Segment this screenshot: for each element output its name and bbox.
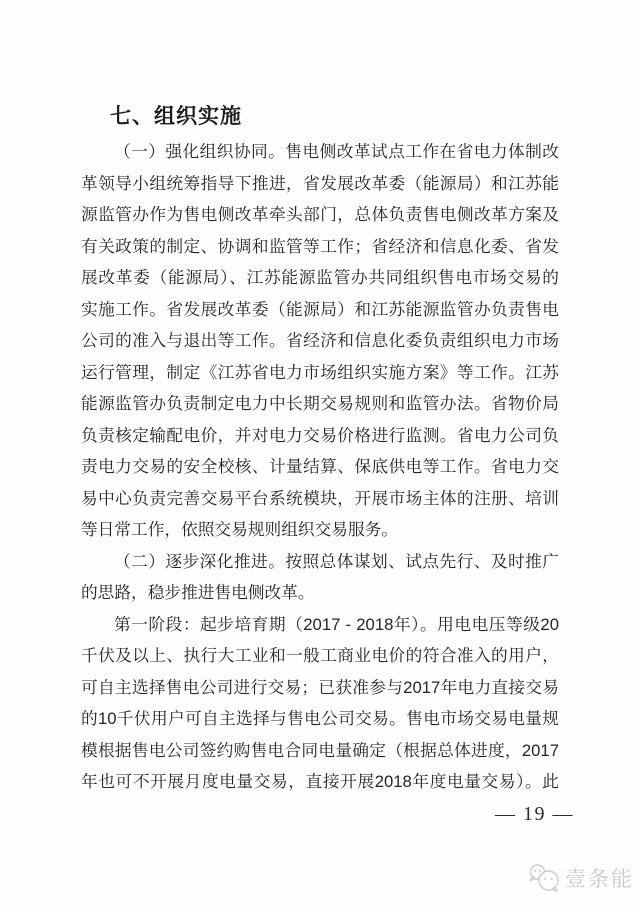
text-line: 可自主选择售电公司进行交易；已获准参与2017年电力直接交易 — [81, 677, 559, 697]
text-line: 的10千伏用户可自主选择与售电公司交易。售电市场交易电量规 — [81, 709, 559, 728]
watermark-text: 壹条能 — [565, 868, 634, 891]
text-line: 年也可不开展月度电量交易，直接开展2018年度电量交易）。此 — [81, 772, 559, 791]
wechat-chat-bubbles-icon — [528, 863, 561, 893]
watermark — [528, 863, 634, 893]
text-line: 源监管办作为售电侧改革牵头部门，总体负责售电侧改革方案及 — [81, 205, 559, 224]
paragraph — [81, 609, 559, 798]
section-heading: 七、组织实施 — [110, 105, 242, 128]
paragraph — [81, 136, 559, 546]
text-line: 的思路，稳步推进售电侧改革。 — [81, 583, 315, 602]
text-line: （一）强化组织协同。售电侧改革试点工作在省电力体制改 — [114, 142, 559, 161]
text-line: 易中心负责完善交易平台系统模块，开展市场主体的注册、培训 — [81, 488, 559, 508]
text-line: 有关政策的制定、协调和监管等工作；省经济和信息化委、省发 — [81, 236, 559, 256]
text-line: （二）逐步深化推进。按照总体谋划、试点先行、及时推广 — [114, 551, 559, 571]
document-content — [81, 101, 559, 798]
paragraphs-container — [81, 136, 559, 798]
text-line: 千伏及以上、执行大工业和一般工商业电价的符合准入的用户， — [81, 646, 559, 665]
text-line: 革领导小组统筹指导下推进，省发展改革委（能源局）和江苏能 — [81, 173, 559, 193]
text-line: 第一阶段：起步培育期（2017 - 2018年）。用电电压等级20 — [114, 614, 559, 634]
text-line: 实施工作。省发展改革委（能源局）和江苏能源监管办负责售电 — [81, 299, 559, 319]
paragraph — [81, 546, 559, 609]
text-line: 等日常工作，依照交易规则组织交易服务。 — [81, 520, 399, 539]
text-line: 展改革委（能源局）、江苏能源监管办共同组织售电市场交易的 — [81, 268, 559, 287]
text-line: 能源监管办负责制定电力中长期交易规则和监管办法。省物价局 — [81, 394, 559, 413]
text-line: 模根据售电公司签约购售电合同电量确定（根据总体进度，2017 — [81, 740, 559, 760]
text-line: 负责核定输配电价，并对电力交易价格进行监测。省电力公司负 — [81, 425, 559, 445]
text-line: 运行管理，制定《江苏省电力市场组织实施方案》等工作。江苏 — [81, 362, 559, 382]
text-line: 公司的准入与退出等工作。省经济和信息化委负责组织电力市场 — [81, 331, 559, 350]
text-line: 责电力交易的安全校核、计量结算、保底供电等工作。省电力交 — [81, 457, 559, 476]
page-number: — 19 — — [495, 803, 574, 825]
